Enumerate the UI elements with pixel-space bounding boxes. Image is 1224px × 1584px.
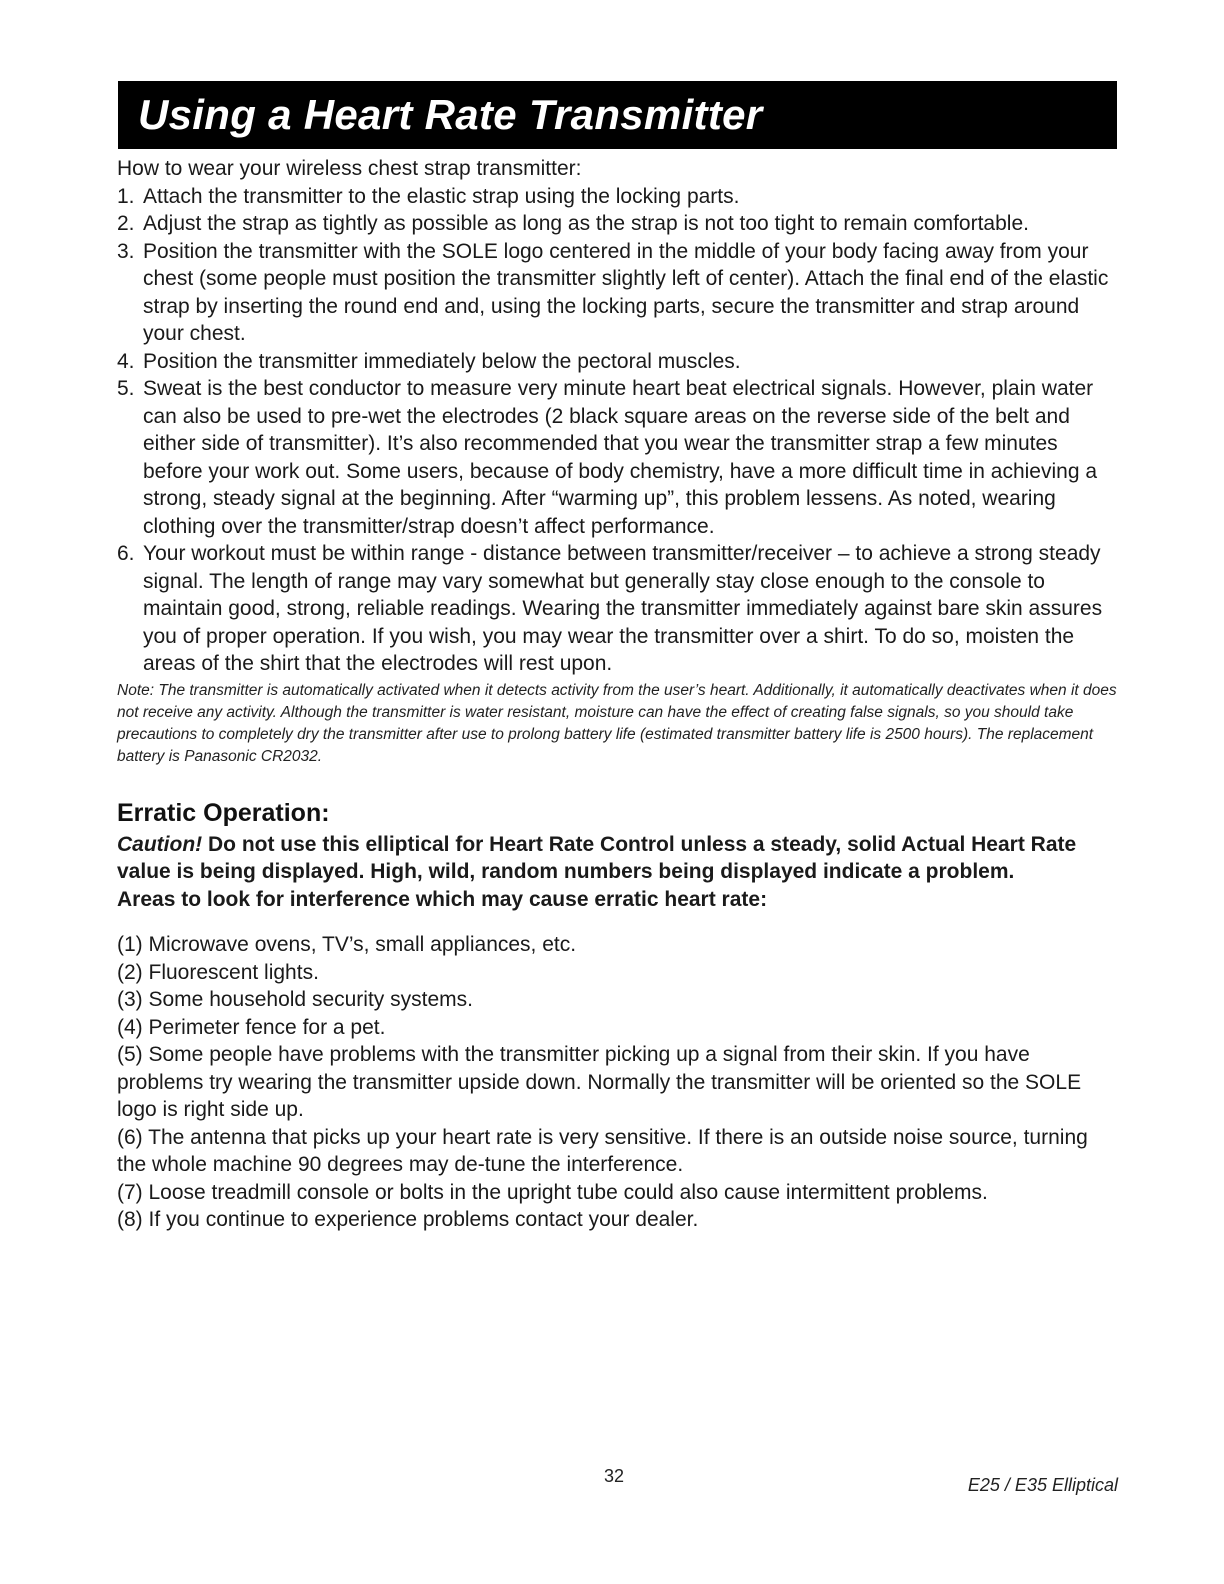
- step-number: 4.: [117, 349, 135, 373]
- list-item: [117, 375, 1117, 540]
- step-text: Your workout must be within range - distance between transmitter/receiver – to achieve a strong steady signal. The length of range may vary somewhat but generally stay close enough to the console to maintain good, strong, reliable readings. Wearing the transmitter immediately against bare skin assures you of proper operation. If you wish, you may wear the transmitter over a shirt. To do so, moisten the areas of the shirt that the electrodes will rest upon.: [143, 542, 1103, 675]
- list-item: [117, 540, 1117, 678]
- interference-list: [117, 931, 1117, 1234]
- list-item: [117, 238, 1117, 348]
- page-number: 32: [604, 1466, 625, 1486]
- title-banner: [118, 81, 1117, 149]
- list-item: (4) Perimeter fence for a pet.: [117, 1015, 386, 1039]
- list-item: (3) Some household security systems.: [117, 988, 473, 1011]
- main-content: [117, 155, 1117, 1234]
- battery-note: Note: The transmitter is automatically activated when it detects activity from the user’s heart. Additionally, it automatically deactivates when it does not receive any activity. Although the transmitter is water resistant, moisture can have the effect of creating false signals, so you should take precautions to completely dry the transmitter after use to prolong battery life (estimated transmitter battery life is 2500 hours). The replacement battery is Panasonic CR2032.: [117, 681, 1117, 765]
- interference-heading: Areas to look for interference which may cause erratic heart rate:: [117, 887, 768, 911]
- list-item: (6) The antenna that picks up your heart rate is very sensitive. If there is an outside noise source, turning the whole machine 90 degrees may de-tune the interference.: [117, 1125, 1088, 1176]
- step-text: Position the transmitter immediately below the pectoral muscles.: [143, 349, 741, 373]
- step-text: Adjust the strap as tightly as possible as long as the strap is not too tight to remain comfortable.: [143, 212, 1029, 235]
- caution-lead: Caution!: [117, 832, 203, 856]
- list-item: (1) Microwave ovens, TV’s, small appliances, etc.: [117, 933, 577, 956]
- step-number: 5.: [117, 377, 135, 400]
- list-item: [117, 210, 1117, 238]
- step-number: 3.: [117, 239, 135, 263]
- step-text: Sweat is the best conductor to measure very minute heart beat electrical signals. However, plain water can also be used to pre-wet the electrodes (2 black square areas on the reverse side of the belt and either side of transmitter). It’s also recommended that you wear the transmitter strap a few minutes before your work out. Some users, because of body chemistry, have a more difficult time in achieving a strong, steady signal at the beginning. After “warming up”, this problem lessens. As noted, wearing clothing over the transmitter/strap doesn’t affect performance.: [143, 377, 1098, 538]
- list-item: (2) Fluorescent lights.: [117, 960, 319, 984]
- list-item: [117, 183, 1117, 211]
- step-text: Position the transmitter with the SOLE logo centered in the middle of your body facing away from your chest (some people must position the transmitter slightly left of center). Attach the final end of the elastic strap by inserting the round end and, using the locking parts, secure the transmitter and strap around your chest.: [143, 239, 1109, 345]
- list-item: (7) Loose treadmill console or bolts in the upright tube could also cause intermittent problems.: [117, 1180, 988, 1204]
- list-item: (5) Some people have problems with the transmitter picking up a signal from their skin. If you have problems try wearing the transmitter upside down. Normally the transmitter will be oriented so the SOLE logo is right side up.: [117, 1043, 1082, 1121]
- list-item: (8) If you continue to experience problems contact your dealer.: [117, 1208, 699, 1231]
- caution-paragraph: [117, 831, 1117, 886]
- intro-text: How to wear your wireless chest strap transmitter:: [117, 157, 582, 180]
- page-title: Using a Heart Rate Transmitter: [138, 91, 763, 138]
- caution-text: Do not use this elliptical for Heart Rate Control unless a steady, solid Actual Heart Rate value is being displayed. High, wild, random numbers being displayed indicate a problem.: [117, 832, 1077, 883]
- model-name: E25 / E35 Elliptical: [967, 1475, 1118, 1495]
- wearing-steps-list: [117, 183, 1117, 678]
- erratic-operation-heading: Erratic Operation:: [117, 798, 330, 827]
- step-number: 6.: [117, 542, 135, 565]
- step-text: Attach the transmitter to the elastic strap using the locking parts.: [143, 184, 740, 208]
- list-item: [117, 348, 1117, 376]
- step-number: 1.: [117, 184, 135, 208]
- step-number: 2.: [117, 212, 135, 235]
